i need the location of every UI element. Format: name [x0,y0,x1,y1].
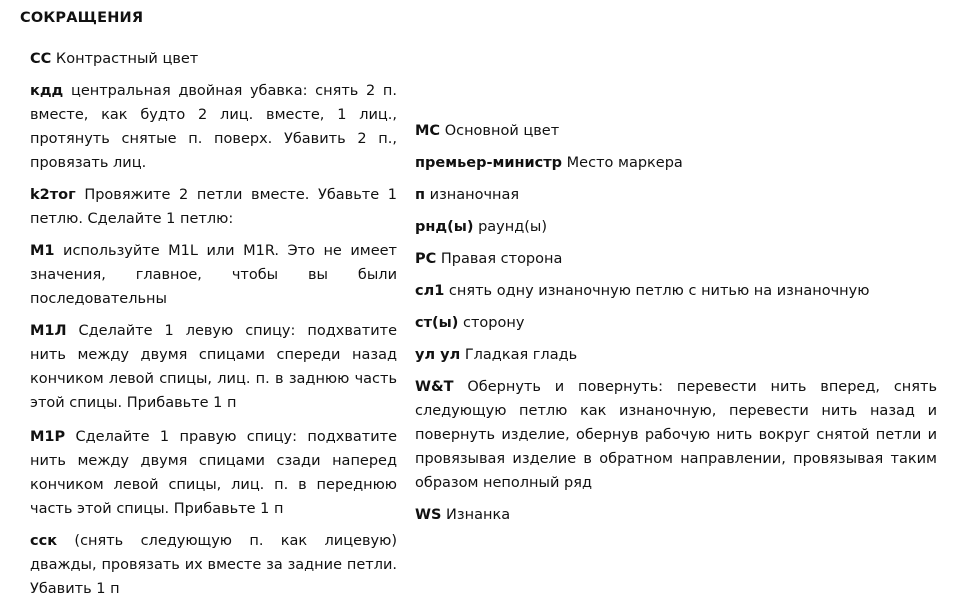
abbreviation-entry [30,425,397,521]
abbreviation-entry [30,239,397,311]
abbreviation-term: M1 [30,243,55,259]
abbreviation-definition: сторону [462,315,525,331]
abbreviation-term: WS [415,507,442,523]
abbreviation-definition: Основной цвет [444,123,560,139]
abbreviation-entry [415,183,937,207]
abbreviation-definition: Место маркера [566,155,683,171]
abbreviation-entry [415,503,937,527]
abbreviation-definition: снять одну изнаночную петлю с нитью на изнаночную [448,283,870,299]
abbreviation-term: сл1 [415,283,445,299]
abbreviation-definition: (снять следующую п. как лицевую) дважды, провязать их вместе за задние петли. Убавить 1 п [30,533,397,597]
abbreviation-definition: Сделайте 1 правую спицу: подхватите нить между двумя спицами сзади наперед кончиком левой спицы, лиц. п. в переднюю часть этой спицы. Прибавьте 1 п [30,429,397,517]
abbreviation-definition: изнаночная [429,187,520,203]
abbreviation-entry [415,215,937,239]
abbreviation-term: п [415,187,426,203]
abbreviation-definition: Провяжите 2 петли вместе. Убавьте 1 петлю. Сделайте 1 петлю: [30,187,397,227]
abbreviation-entry [30,47,397,71]
abbreviation-entry [30,529,397,601]
abbreviation-entry [415,343,937,367]
abbreviation-definition: Гладкая гладь [464,347,578,363]
abbreviation-term: PC [415,251,437,267]
abbreviation-term: ул ул [415,347,461,363]
abbreviation-definition: Контрастный цвет [55,51,199,67]
abbreviation-entry [30,183,397,231]
abbreviation-term: M1P [30,429,66,445]
abbreviation-term: премьер-министр [415,155,563,171]
abbreviation-term: рнд(ы) [415,219,474,235]
abbreviation-term: кдд [30,83,64,99]
abbreviation-entry [415,375,937,495]
abbreviation-term: CC [30,51,52,67]
abbreviation-definition: Обернуть и повернуть: перевести нить вперед, снять следующую петлю как изнаночную, перевести нить назад и повернуть изделие, обернув рабочую нить вокруг снятой петли и провязывая изделие в обратном направлении, провязывая таким образом неполный ряд [415,379,938,491]
abbreviation-term: MC [415,123,441,139]
abbreviation-term: W&T [415,379,454,395]
abbreviation-definition: используйте M1L или M1R. Это не имеет значения, главное, чтобы вы были последовательны [30,243,397,307]
abbreviation-definition: Сделайте 1 левую спицу: подхватите нить между двумя спицами спереди назад кончиком левой спицы, лиц. п. в заднюю часть этой спицы. Прибавьте 1 п [30,323,397,411]
abbreviation-entry [415,311,937,335]
abbreviation-definition: центральная двойная убавка: снять 2 п. вместе, как будто 2 лиц. вместе, 1 лиц., протянуть снятые п. поверх. Убавить 2 п., провязать лиц. [30,83,397,171]
abbreviation-term: k2тог [30,187,76,203]
page-title: СОКРАЩЕНИЯ [20,10,144,26]
abbreviation-term: сск [30,533,58,549]
abbreviation-entry [30,79,397,175]
abbreviation-entry [415,279,937,303]
abbreviation-entry [30,319,397,415]
abbreviation-definition: раунд(ы) [478,219,548,235]
abbreviation-definition: Изнанка [446,507,511,523]
abbreviation-entry [415,151,937,175]
abbreviation-term: M1Л [30,323,67,339]
abbreviation-entry [415,119,937,143]
abbreviation-definition: Правая сторона [440,251,563,267]
abbreviation-term: ст(ы) [415,315,459,331]
abbreviation-entry [415,247,937,271]
